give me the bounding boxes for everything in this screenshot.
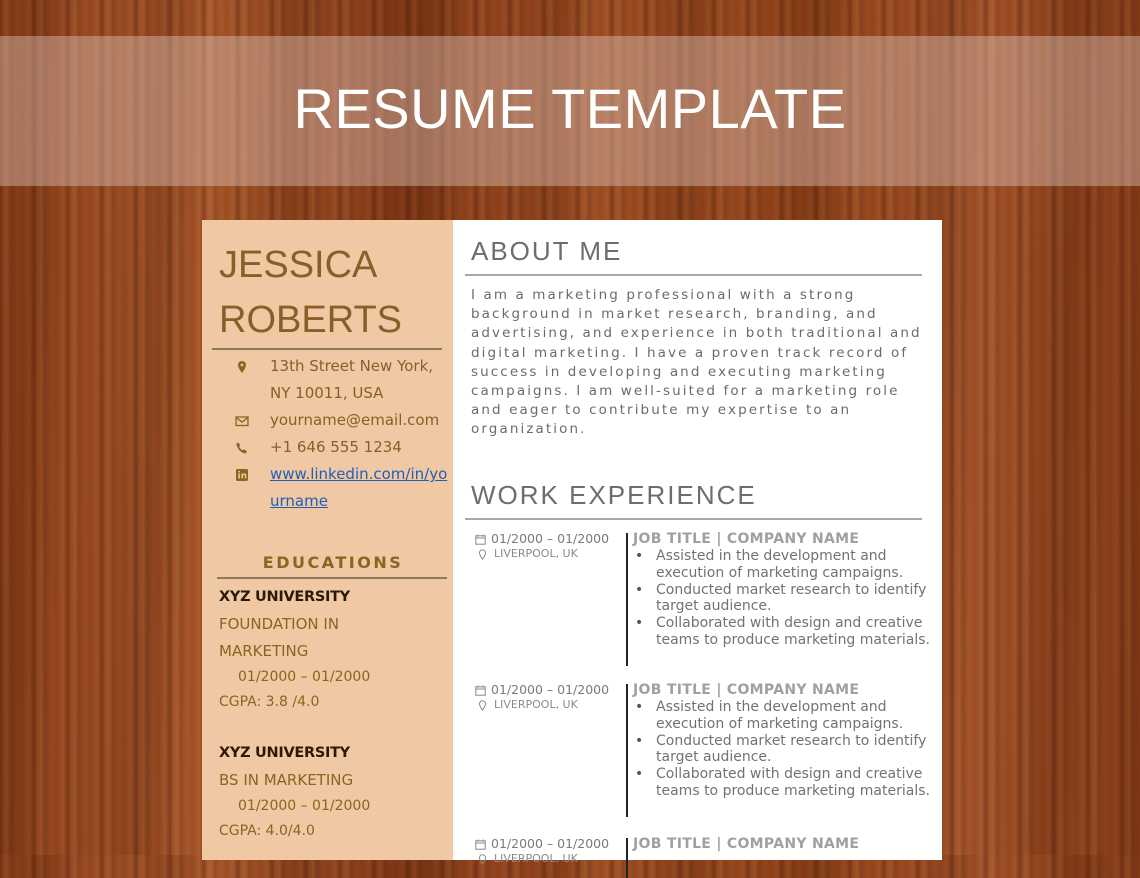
job-date-row (475, 531, 623, 547)
linkedin-link[interactable]: www.linkedin.com/in/yourname (270, 465, 448, 510)
education-university: XYZ UNIVERSITY (219, 589, 350, 605)
contact-address (214, 353, 449, 407)
educations-heading: EDUCATIONS (262, 553, 404, 572)
job-location-row (475, 852, 623, 866)
education-dates: 01/2000 – 01/2000 (238, 798, 371, 814)
contact-list (214, 353, 449, 515)
job-bullets (633, 548, 933, 649)
job-location-row (475, 698, 623, 712)
job-title: JOB TITLE | COMPANY NAME (633, 682, 860, 698)
about-divider (465, 274, 922, 276)
job-divider (626, 838, 628, 878)
location-pin-icon (477, 854, 488, 865)
contact-linkedin (214, 461, 449, 515)
job-body (633, 531, 933, 649)
education-degree: BS IN MARKETING (219, 771, 354, 789)
job-bullet: • Collaborated with design and creative teams to produce marketing materials. (633, 766, 933, 800)
job-bullets (633, 699, 933, 800)
education-gpa: CGPA: 3.8 /4.0 (219, 694, 320, 710)
contact-phone (214, 434, 449, 461)
education-university: XYZ UNIVERSITY (219, 745, 350, 761)
job-meta (475, 531, 623, 561)
address-line-2: NY 10011, USA (270, 384, 384, 402)
email-text: yourname@email.com (270, 411, 440, 429)
phone-icon (214, 434, 270, 461)
education-dates: 01/2000 – 01/2000 (238, 669, 371, 685)
job-bullet: • Assisted in the development and execution of marketing campaigns. (633, 548, 933, 582)
job-location: LIVERPOOL, UK (494, 547, 578, 560)
job-divider (626, 533, 628, 666)
job-body (633, 682, 933, 800)
education-item (219, 740, 449, 844)
job-dates: 01/2000 – 01/2000 (491, 836, 610, 851)
calendar-icon (475, 839, 486, 850)
job-body (633, 836, 933, 853)
address-line-1: 13th Street New York, (270, 357, 434, 375)
resume-document (202, 220, 942, 865)
first-name: JESSICA (219, 244, 378, 286)
job-title: JOB TITLE | COMPANY NAME (633, 836, 860, 852)
candidate-name (219, 238, 402, 348)
job-dates: 01/2000 – 01/2000 (491, 531, 610, 546)
job-meta (475, 682, 623, 712)
linkedin-icon (214, 461, 270, 515)
last-name: ROBERTS (219, 299, 403, 341)
educations-divider (217, 577, 447, 579)
envelope-icon (214, 407, 270, 434)
education-gpa: CGPA: 4.0/4.0 (219, 823, 315, 839)
job-bullet: • Collaborated with design and creative teams to produce marketing materials. (633, 615, 933, 649)
job-date-row (475, 836, 623, 852)
job-bullet: • Conducted market research to identify target audience. (633, 733, 933, 767)
work-heading: WORK EXPERIENCE (471, 480, 757, 510)
job-bullet: • Conducted market research to identify target audience. (633, 582, 933, 616)
job-title: JOB TITLE | COMPANY NAME (633, 531, 860, 547)
job-divider (626, 684, 628, 817)
banner-title: RESUME TEMPLATE (293, 77, 847, 140)
about-text: I am a marketing professional with a strong background in market research, branding, and advertising, and experience in both traditional and digital marketing. I have a proven track record of success in developing and executing marketing campaigns. I am well-suited for a marketing role and eager to contribute my expertise to an organization. (471, 287, 922, 438)
calendar-icon (475, 534, 486, 545)
location-pin-icon (477, 549, 488, 560)
calendar-icon (475, 685, 486, 696)
work-divider (465, 518, 922, 520)
job-location-row (475, 547, 623, 561)
job-bullet: • Assisted in the development and execution of marketing campaigns. (633, 699, 933, 733)
job-date-row (475, 682, 623, 698)
contact-email (214, 407, 449, 434)
about-heading: ABOUT ME (471, 236, 623, 266)
job-meta (475, 836, 623, 866)
location-pin-icon (214, 353, 270, 407)
location-pin-icon (477, 700, 488, 711)
education-item (219, 584, 449, 715)
job-location: LIVERPOOL, UK (494, 698, 578, 711)
job-location: LIVERPOOL, UK (494, 852, 578, 865)
job-dates: 01/2000 – 01/2000 (491, 682, 610, 697)
name-divider (212, 348, 442, 350)
resume-sidebar (202, 220, 453, 860)
education-degree: FOUNDATION IN MARKETING (219, 615, 340, 660)
phone-text: +1 646 555 1234 (270, 438, 402, 456)
